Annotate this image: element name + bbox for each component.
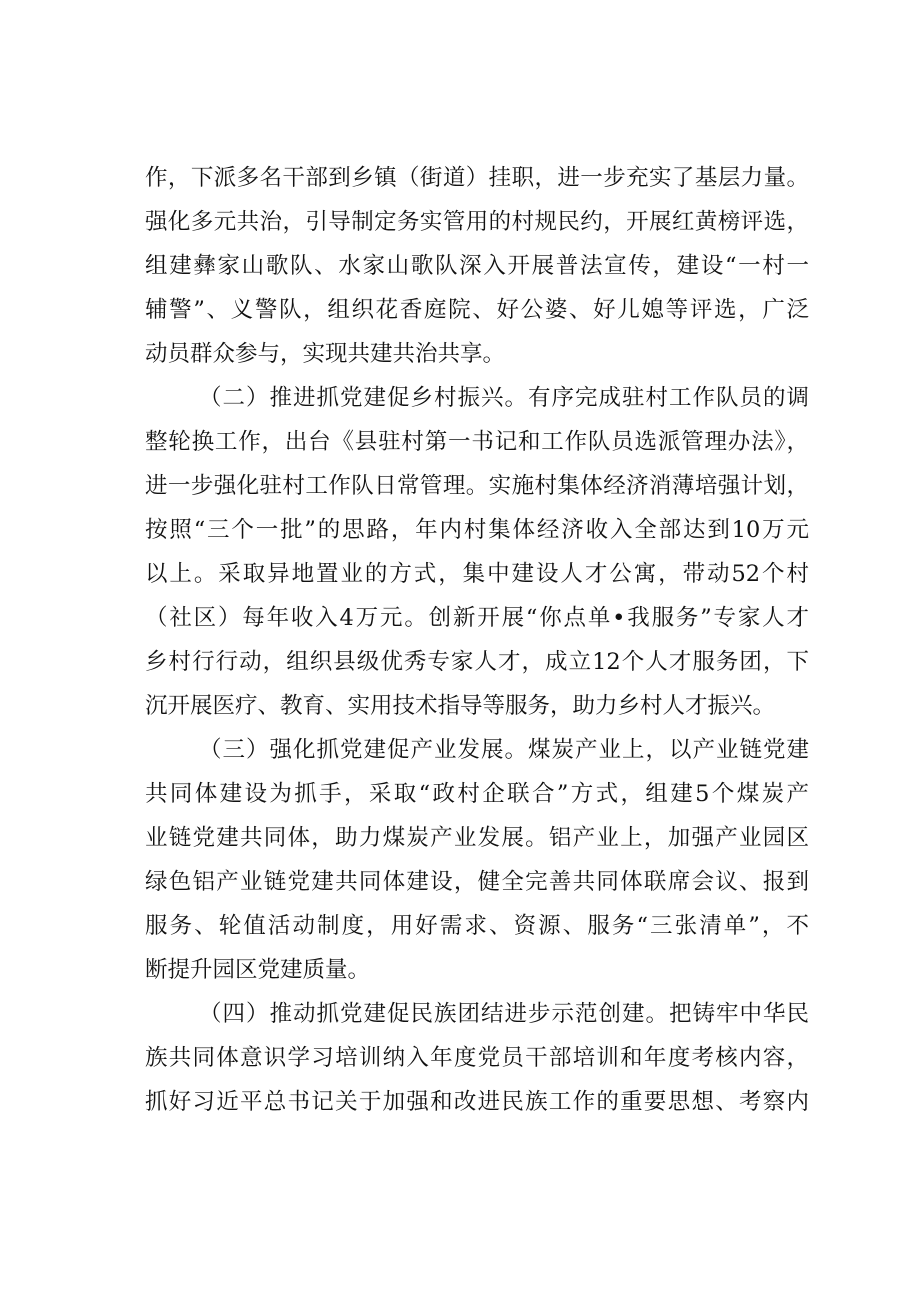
paragraph-4 [145,992,809,1124]
text-line: 强化多元共治，引导制定务实管用的村规民约，开展红黄榜评选， [145,209,809,235]
text-line: 按照“三个一批”的思路，年内村集体经济收入全部达到10万元 [145,517,809,543]
text-line: 断提升园区党建质量。 [145,957,371,983]
text-line: 沉开展医疗、教育、实用技术指导等服务，助力乡村人才振兴。 [145,693,776,719]
text-line: （社区）每年收入4万元。创新开展“你点单•我服务”专家人才 [145,605,809,631]
text-line: 绿色铝产业链党建共同体建设，健全完善共同体联席会议、报到 [145,869,809,895]
text-line: 族共同体意识学习培训纳入年度党员干部培训和年度考核内容， [145,1045,809,1071]
paragraph-2 [145,376,809,728]
text-line: （四）推动抓党建促民族团结进步示范创建。把铸牢中华民 [199,1001,809,1027]
text-line: 以上。采取异地置业的方式，集中建设人才公寓，带动52个村 [145,561,809,587]
text-line: 组建彝家山歌队、水家山歌队深入开展普法宣传，建设“一村一 [145,253,809,279]
text-line: 抓好习近平总书记关于加强和改进民族工作的重要思想、考察内 [145,1089,809,1115]
paragraph-3 [145,728,809,992]
text-line: 作，下派多名干部到乡镇（街道）挂职，进一步充实了基层力量。 [145,165,809,191]
text-line: 进一步强化驻村工作队日常管理。实施村集体经济消薄培强计划， [145,473,809,499]
text-line: 乡村行行动，组织县级优秀专家人才，成立12个人才服务团，下 [145,649,809,675]
text-line: （二）推进抓党建促乡村振兴。有序完成驻村工作队员的调 [199,385,809,411]
document-body [145,156,809,1124]
text-line: （三）强化抓党建促产业发展。煤炭产业上，以产业链党建 [199,737,809,763]
text-line: 服务、轮值活动制度，用好需求、资源、服务“三张清单”，不 [145,913,809,939]
text-line: 动员群众参与，实现共建共治共享。 [145,341,506,367]
text-line: 共同体建设为抓手，采取“政村企联合”方式，组建5个煤炭产 [145,781,809,807]
text-line: 业链党建共同体，助力煤炭产业发展。铝产业上，加强产业园区 [145,825,809,851]
paragraph-1 [145,156,809,376]
text-line: 整轮换工作，出台《县驻村第一书记和工作队员选派管理办法》， [145,429,809,455]
text-line: 辅警”、义警队，组织花香庭院、好公婆、好儿媳等评选，广泛 [145,297,809,323]
